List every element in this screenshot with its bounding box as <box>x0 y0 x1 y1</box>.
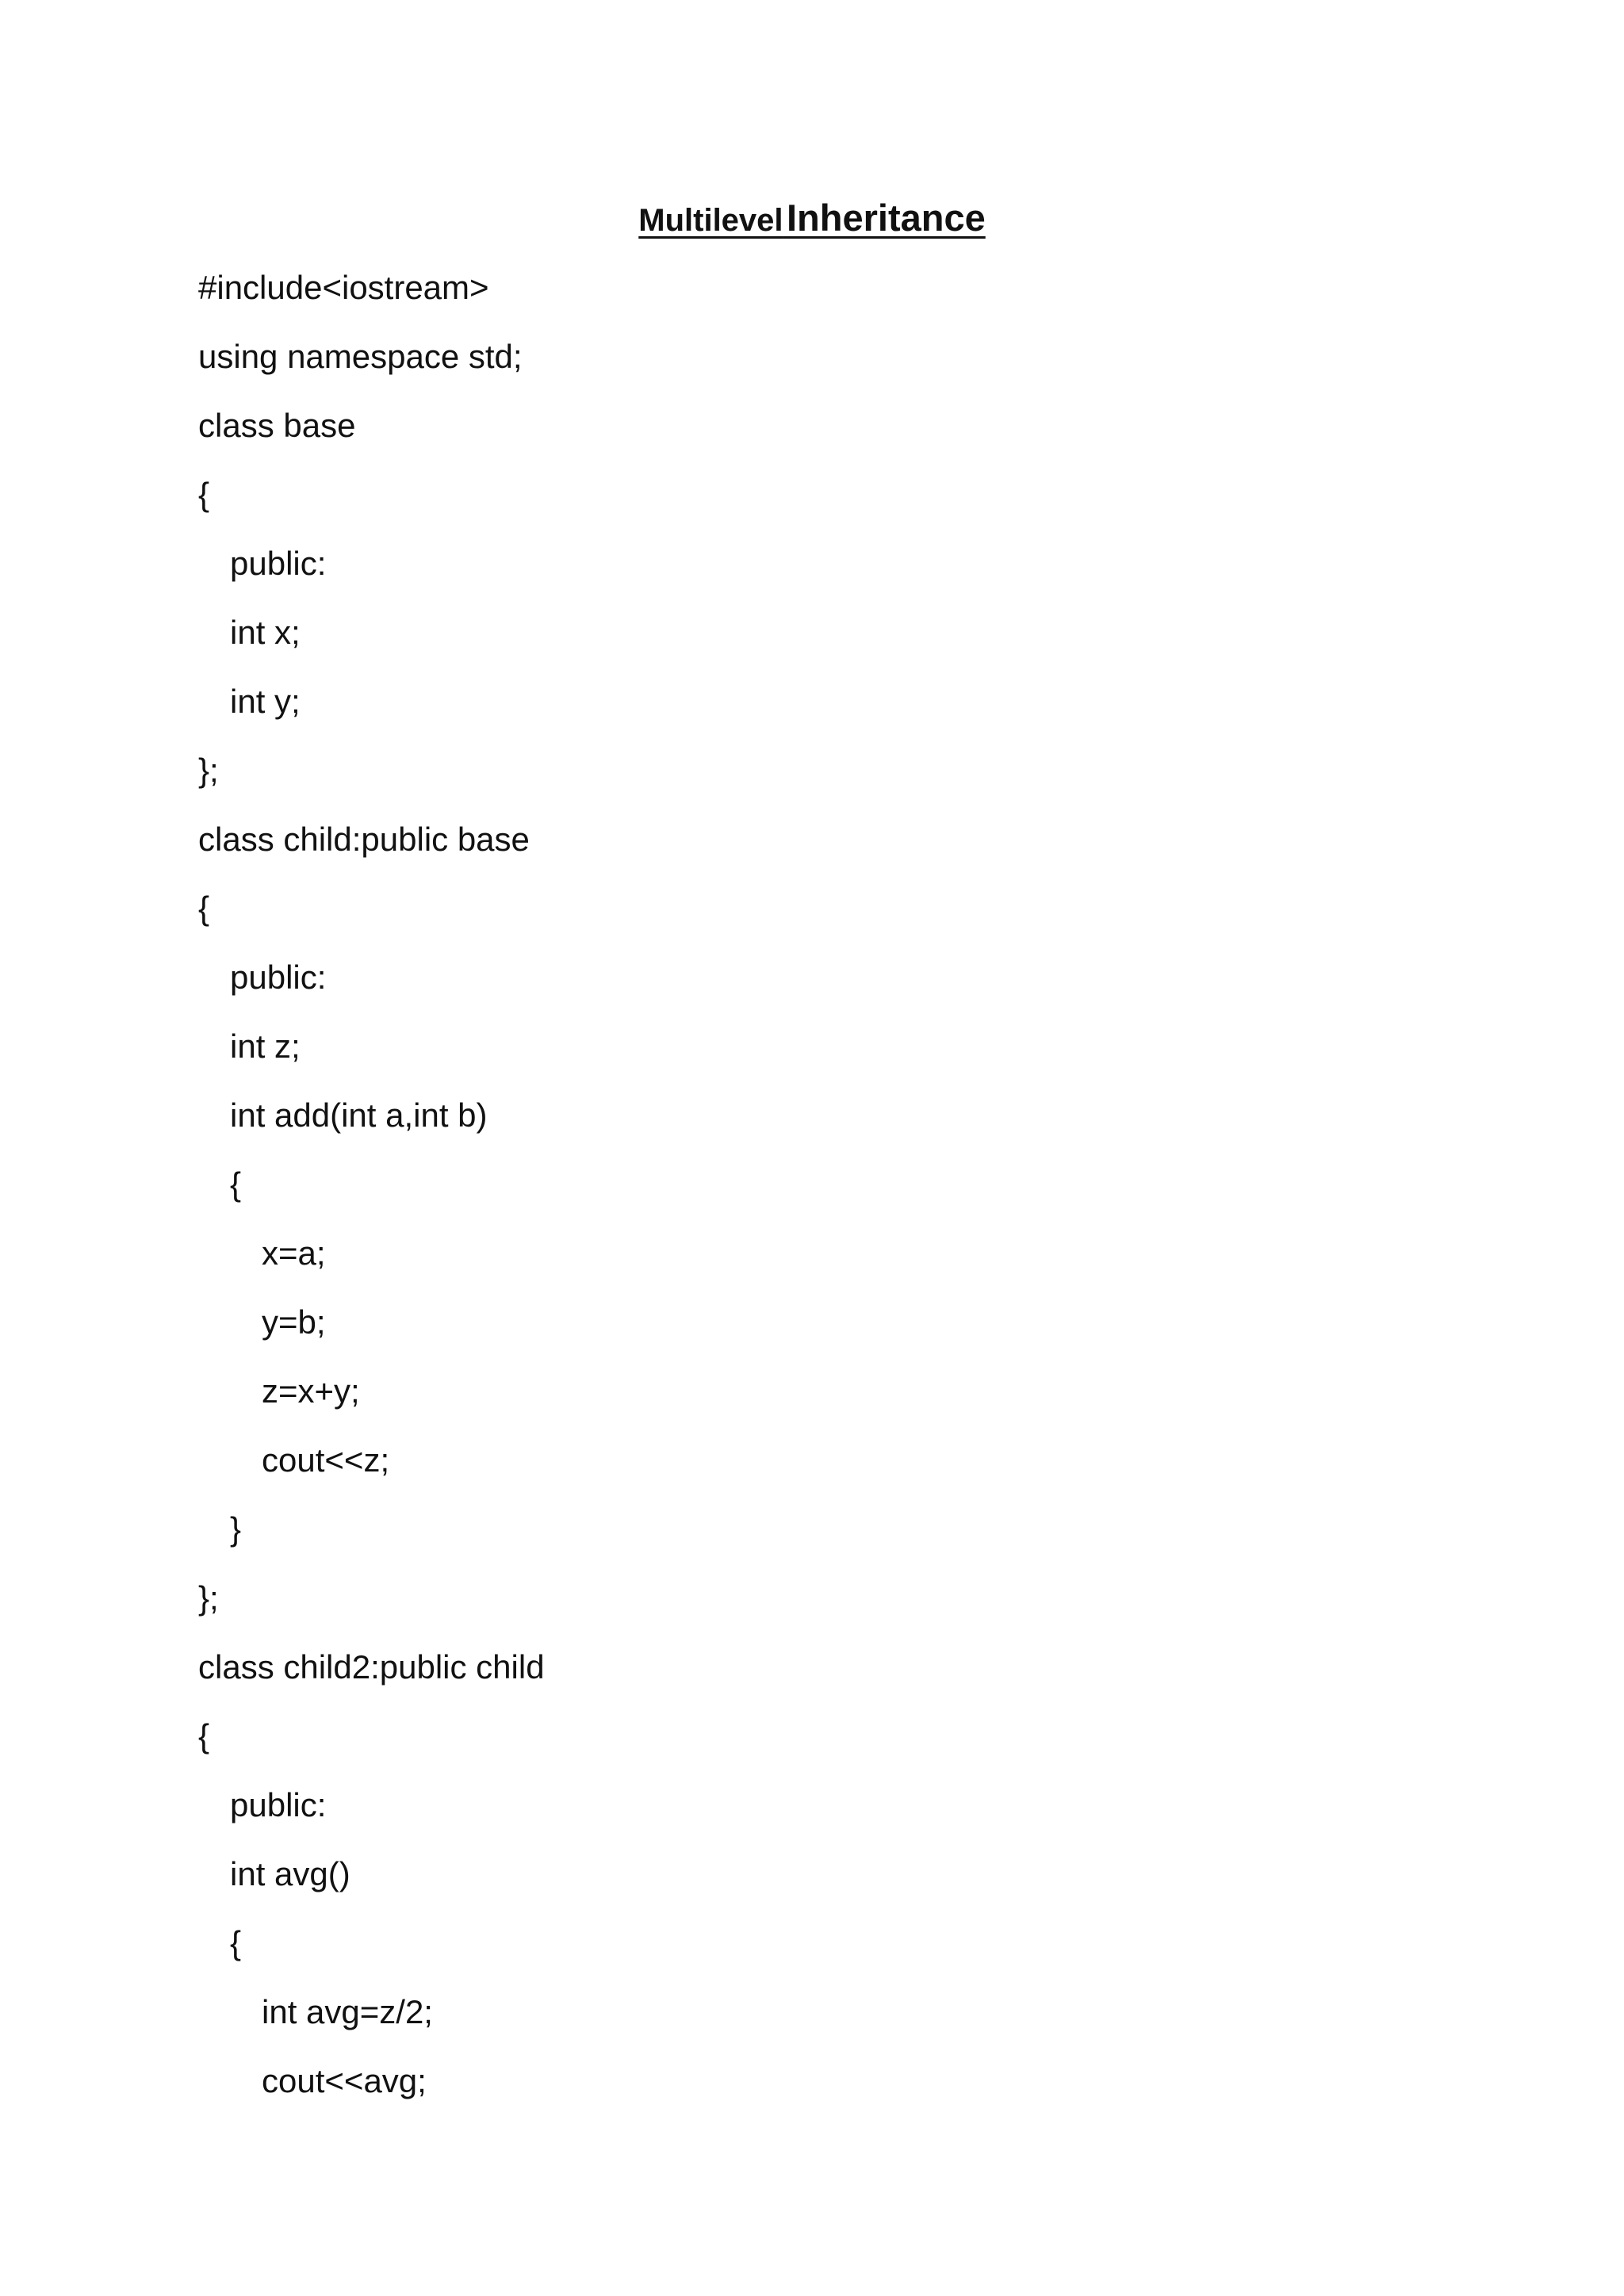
code-line: public: <box>230 545 327 582</box>
code-line: int avg=z/2; <box>262 1993 433 2030</box>
code-line: public: <box>230 1786 327 1823</box>
code-line: class base <box>198 407 356 444</box>
code-line: #include<iostream> <box>198 269 489 306</box>
code-line: z=x+y; <box>262 1372 360 1410</box>
page-title <box>0 194 1624 251</box>
code-line: int add(int a,int b) <box>230 1096 488 1134</box>
code-line: { <box>198 1717 210 1755</box>
code-line: cout<<z; <box>262 1441 390 1479</box>
code-line: { <box>230 1924 242 1961</box>
code-line: int x; <box>230 614 301 651</box>
code-line: class child2:public child <box>198 1648 545 1686</box>
code-line: { <box>230 1165 242 1203</box>
code-line: class child:public base <box>198 821 530 858</box>
code-line: int avg() <box>230 1855 350 1892</box>
code-line: int z; <box>230 1027 301 1065</box>
code-line: } <box>230 1510 242 1548</box>
title-word-inheritance: Inheritance <box>786 197 986 239</box>
code-line: }; <box>198 752 219 789</box>
code-line: using namespace std; <box>198 338 523 375</box>
code-line: int y; <box>230 683 301 720</box>
code-line: y=b; <box>262 1303 326 1341</box>
code-line: cout<<avg; <box>262 2062 427 2099</box>
code-listing <box>198 264 545 2126</box>
code-line: { <box>198 890 210 927</box>
code-line: x=a; <box>262 1234 326 1272</box>
code-line: }; <box>198 1579 219 1617</box>
title-word-multilevel: Multilevel <box>638 203 783 238</box>
code-line: public: <box>230 959 327 996</box>
code-line: { <box>198 476 210 513</box>
